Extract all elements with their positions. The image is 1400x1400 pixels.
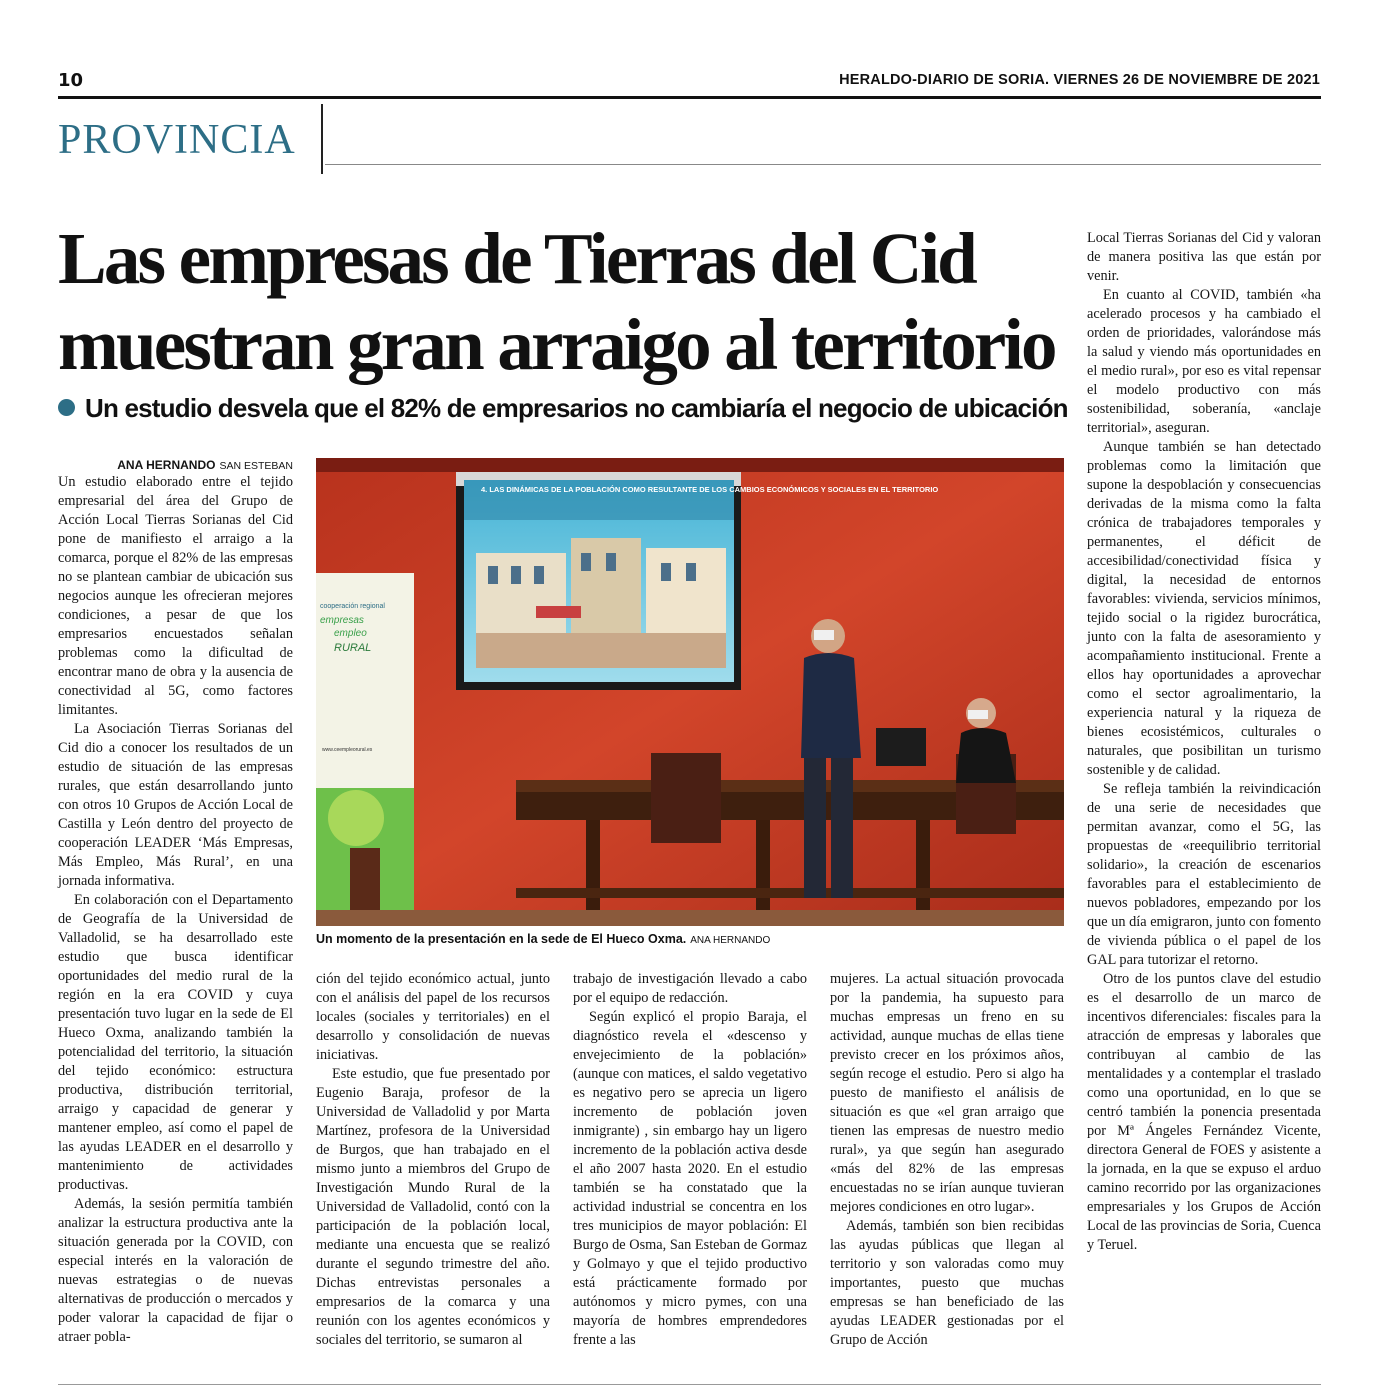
paragraph: Aunque también se han detectado problemas como la limitación que supone la despoblación y consecuencias derivadas de la misma como la falta crónica de trabajadores temporales y permanentes, el déficit de accesibilidad/conectividad física y digital, la necesidad de entornos favorables: vivienda, servicios mínimos, tejido social o la rigidez burocrática, junto con la falta de asesoramiento y acompañamiento institucional. Frente a ellos hay oportunidades a aprovechar como el sector agroalimentario, la experiencia natural y la riqueza de bienes ecosistémicos, culturales o naturales, que posibilitan un turismo sostenible y de calidad. xyxy=(1087,439,1321,778)
paragraph: En colaboración con el Departamento de Geografía de la Universidad de Valladolid, se ha desarrollado este estudio que busca identificar oportunidades del medio rural de la región en la era COVID y cuya presentación tuvo lugar en la sede de El Hueco Oxma, analizando también la potencialidad del territorio, la situación del tejido económico: estructura productiva, distribución territorial, arraigo y capacidad de generar y mantener empleo, así como el papel de las ayudas LEADER en el desarrollo y mantenimiento de actividades productivas. xyxy=(58,892,293,1193)
section-rule xyxy=(325,164,1321,165)
headline xyxy=(58,216,1088,388)
paragraph: trabajo de investigación llevado a cabo por el equipo de redacción. xyxy=(573,971,807,1006)
banner-text: empresas xyxy=(320,615,364,626)
article-photo xyxy=(316,458,1064,926)
section-title: PROVINCIA xyxy=(58,117,296,163)
column-4 xyxy=(830,970,1064,1350)
paragraph: ción del tejido económico actual, junto con el análisis del papel de los recursos locales (sociales y territoriales) en el desarrollo y consolidación de nuevas iniciativas. xyxy=(316,971,550,1063)
paragraph: Un estudio elaborado entre el tejido empresarial del área del Grupo de Acción Local Tierras Sorianas del Cid pone de manifiesto el arraigo a la comarca, porque el 82% de las empresas no se plantean cambiar de ubicación sus negocios aunque les ofrecieran mejores condiciones, a pesar de que los empresarios encuestados señalan problemas como la dificultad de encontrar mano de obra y la ausencia de conectividad al 5G, como factores limitantes. xyxy=(58,474,293,718)
paragraph: mujeres. La actual situación provocada por la pandemia, ha supuesto para muchas empresas un freno en su actividad, aunque muchas de ellas tiene previsto crecer en los próximos años, según recoge el estudio. Pero si algo ha puesto de manifiesto el análisis de situación es que «el gran arraigo que tienen las empresas de nuestro medio rural», ya que según han asegurado «más del 82% de las empresas encuestadas no se irían aunque tuvieran mejores condiciones en otro lugar». xyxy=(830,971,1064,1215)
column-3 xyxy=(573,970,807,1350)
paragraph: La Asociación Tierras Sorianas del Cid dio a conocer los resultados de un estudio de situación de las empresas rurales, que están desarrollando junto con otros 10 Grupos de Acción Local de Castilla y León dentro del proyecto de cooperación LEADER ‘Más Empresas, Más Empleo, Más Rural’, en una jornada informativa. xyxy=(58,721,293,889)
column-1 xyxy=(58,458,293,1347)
paragraph: Otro de los puntos clave del estudio es el desarrollo de un marco de incentivos diferenciales: fiscales para la atracción de empresas y laborales que contribuyan al cambio de las mentalidades y a contemplar el traslado como una oportunidad, en lo que se centró también la ponencia presentada por Mª Ángeles Fernández Vicente, directora General de FOES y asistente a la jornada, en la que se expuso el arduo camino recorrido por las organizaciones empresariales y los Grupos de Acción Local de las provincias de Soria, Cuenca y Teruel. xyxy=(1087,971,1321,1253)
paragraph: Además, también son bien recibidas las ayudas públicas que llegan al territorio y son valoradas como muy importantes, puesto que muchas empresas se han beneficiado de las ayudas LEADER gestionadas por el Grupo de Acción xyxy=(830,1218,1064,1348)
bottom-rule xyxy=(58,1384,1321,1385)
slide-title: 4. LAS DINÁMICAS DE LA POBLACIÓN COMO RESULTANTE DE LOS CAMBIOS ECONÓMICOS Y SOCIALES EN EL TERRITORIO xyxy=(481,485,939,494)
column-5 xyxy=(1087,229,1321,1255)
paragraph: Se refleja también la reivindicación de una serie de necesidades que permitan avanzar, como el 5G, las propuestas de «reequilibrio territorial solidario», la creación de escenarios favorables para el establecimiento de nuevos pobladores, empezando por los que un día emigraron, junto con fomento de vivienda pública o el papel de los GAL para tutorizar el retorno. xyxy=(1087,781,1321,968)
subheadline-text: Un estudio desvela que el 82% de empresarios no cambiaría el negocio de ubicación xyxy=(85,393,1068,423)
photo-caption xyxy=(316,932,770,946)
byline-location: SAN ESTEBAN xyxy=(219,460,293,472)
byline-author: ANA HERNANDO xyxy=(117,458,216,472)
subheadline xyxy=(58,393,1068,424)
top-rule xyxy=(58,96,1321,99)
paragraph: Local Tierras Sorianas del Cid y valoran de manera positiva las que están por venir. xyxy=(1087,230,1321,284)
banner-text: cooperación regional xyxy=(320,603,385,610)
paragraph: En cuanto al COVID, también «ha acelerado procesos y ha cambiado el orden de prioridades, valorándose más la salud y viendo más oportunidades en el medio rural», por eso es vital repensar el modelo productivo con más sostenibilidad, soberanía, «anclaje territorial», aseguran. xyxy=(1087,287,1321,436)
banner-text: RURAL xyxy=(334,642,372,654)
page-number: 10 xyxy=(58,70,84,91)
paragraph: Además, la sesión permitía también analizar la estructura productiva ante la situación generada por la COVID, con especial interés en la valoración de nuevas estrategias o de nuevas alternativas de producción o mercados y poder valorar la capacidad de fijar o atraer pobla- xyxy=(58,1196,293,1345)
headline-line-1: Las empresas de Tierras del Cid xyxy=(58,218,975,299)
headline-line-2: muestran gran arraigo al territorio xyxy=(58,304,1055,385)
photo-credit: ANA HERNANDO xyxy=(690,935,771,946)
paragraph: Según explicó el propio Baraja, el diagnóstico revela el «descenso y envejecimiento de la población» (aunque con matices, el saldo vegetativo es negativo pero se aprecia un ligero incremento de población joven inmigrante) , sin embargo hay un ligero incremento de la población activa desde el año 2007 hasta 2020. En el estudio también se ha constatado que la actividad industrial se concentra en los tres municipios de mayor población: El Burgo de Osma, San Esteban de Gormaz y Golmayo y que el tejido productivo está prácticamente formado por autónomos y micro pymes, con una mayoría de hombres emprendedores frente a las xyxy=(573,1009,807,1348)
column-2 xyxy=(316,970,550,1350)
banner-url: www.ceempleorural.es xyxy=(322,747,373,753)
byline xyxy=(58,458,293,472)
banner-text: empleo xyxy=(334,628,367,639)
bullet-icon xyxy=(58,399,75,416)
paragraph: Este estudio, que fue presentado por Eugenio Baraja, profesor de la Universidad de Valladolid y por Marta Martínez, profesora de la Universidad de Burgos, que han trabajado en el mismo junto a miembros del Grupo de Investigación Mundo Rural de la Universidad de Valladolid, contó con la participación de la población local, mediante una encuesta que se realizó durante el segundo trimestre del año. Dichas entrevistas personales a empresarios de la comarca y una reunión con los agentes económicos y sociales del territorio, se sumaron al xyxy=(316,1066,550,1348)
section-divider xyxy=(321,104,323,174)
caption-text: Un momento de la presentación en la sede de El Hueco Oxma. xyxy=(316,932,687,946)
dateline: HERALDO-DIARIO DE SORIA. VIERNES 26 DE NOVIEMBRE DE 2021 xyxy=(839,72,1320,88)
